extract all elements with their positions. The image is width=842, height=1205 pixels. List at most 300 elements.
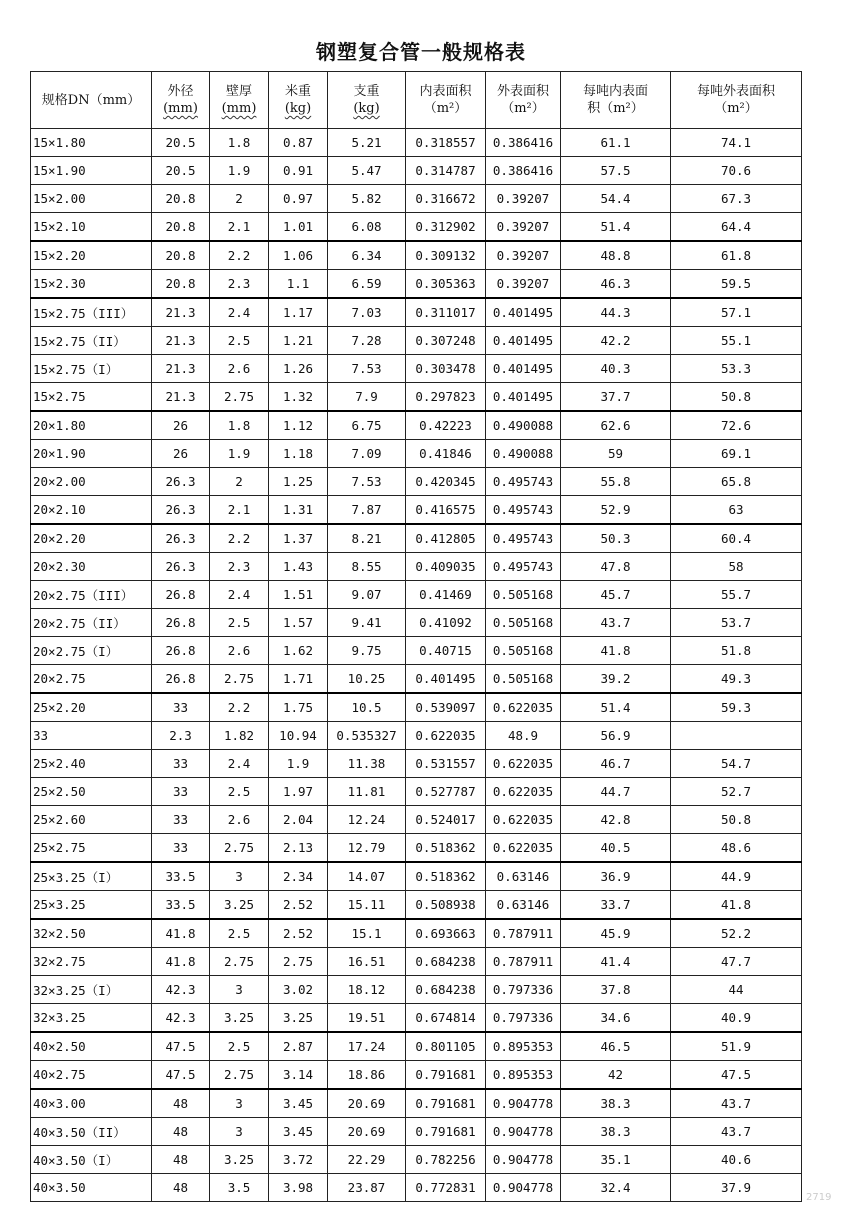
spec-cell: 40×2.75 [31,1061,152,1090]
table-row [31,241,802,270]
value-cell: 3 [210,976,269,1004]
value-cell: 0.693663 [406,919,486,948]
value-cell: 0.401495 [486,298,561,327]
value-cell: 41.4 [561,948,671,976]
value-cell: 26.3 [152,496,210,525]
value-cell: 48 [152,1089,210,1118]
spec-cell: 25×2.60 [31,806,152,834]
table-row [31,948,802,976]
value-cell: 0.490088 [486,440,561,468]
value-cell: 48.9 [486,722,561,750]
table-row [31,213,802,242]
spec-cell: 20×1.90 [31,440,152,468]
value-cell: 51.4 [561,693,671,722]
table-body [31,129,802,1202]
value-cell: 61.8 [671,241,802,270]
value-cell: 0.524017 [406,806,486,834]
value-cell: 11.38 [328,750,406,778]
table-row [31,1004,802,1033]
value-cell: 14.07 [328,862,406,891]
table-row [31,185,802,213]
value-cell: 2.75 [269,948,328,976]
value-cell: 0.539097 [406,693,486,722]
table-row [31,778,802,806]
value-cell: 0.316672 [406,185,486,213]
value-cell: 20.69 [328,1089,406,1118]
value-cell: 44.9 [671,862,802,891]
value-cell: 2.87 [269,1032,328,1061]
table-row [31,383,802,412]
value-cell: 53.3 [671,355,802,383]
value-cell: 0.97 [269,185,328,213]
value-cell: 0.409035 [406,553,486,581]
value-cell: 0.797336 [486,1004,561,1033]
value-cell: 2.4 [210,581,269,609]
value-cell: 26.3 [152,468,210,496]
value-cell: 39.2 [561,665,671,694]
value-cell: 57.1 [671,298,802,327]
value-cell: 0.904778 [486,1174,561,1202]
value-cell: 2.6 [210,637,269,665]
value-cell: 5.21 [328,129,406,157]
value-cell: 0.904778 [486,1118,561,1146]
value-cell: 0.495743 [486,524,561,553]
value-cell: 48 [152,1146,210,1174]
value-cell: 44 [671,976,802,1004]
table-row [31,298,802,327]
table-row [31,834,802,863]
value-cell: 37.8 [561,976,671,1004]
value-cell: 0.401495 [486,355,561,383]
value-cell: 1.06 [269,241,328,270]
value-cell: 0.63146 [486,891,561,920]
value-cell: 2.13 [269,834,328,863]
spec-cell: 15×1.80 [31,129,152,157]
value-cell: 2.5 [210,1032,269,1061]
value-cell: 33 [152,834,210,863]
spec-cell: 25×2.20 [31,693,152,722]
value-cell: 48.8 [561,241,671,270]
value-cell: 2 [210,185,269,213]
value-cell: 20.8 [152,241,210,270]
value-cell: 0.39207 [486,241,561,270]
table-row [31,693,802,722]
value-cell: 8.55 [328,553,406,581]
spec-cell: 25×2.75 [31,834,152,863]
value-cell: 6.34 [328,241,406,270]
value-cell: 44.7 [561,778,671,806]
value-cell: 18.86 [328,1061,406,1090]
value-cell: 20.5 [152,129,210,157]
value-cell: 1.25 [269,468,328,496]
spec-cell: 20×2.10 [31,496,152,525]
value-cell: 42.3 [152,976,210,1004]
page-title: 钢塑复合管一般规格表 [316,40,526,64]
header-outer-area-per-ton: 每吨外表面积 （m²） [671,72,802,129]
table-row [31,976,802,1004]
value-cell: 1.71 [269,665,328,694]
value-cell: 1.75 [269,693,328,722]
value-cell: 0.505168 [486,665,561,694]
value-cell: 2.1 [210,496,269,525]
value-cell: 44.3 [561,298,671,327]
value-cell: 0.91 [269,157,328,185]
value-cell: 54.4 [561,185,671,213]
value-cell: 10.5 [328,693,406,722]
value-cell: 0.622035 [486,750,561,778]
value-cell: 6.75 [328,411,406,440]
value-cell: 21.3 [152,298,210,327]
table-row [31,806,802,834]
value-cell: 59.5 [671,270,802,299]
value-cell: 72.6 [671,411,802,440]
spec-cell: 20×2.30 [31,553,152,581]
value-cell: 64.4 [671,213,802,242]
value-cell: 21.3 [152,355,210,383]
spec-cell: 32×2.75 [31,948,152,976]
table-row [31,524,802,553]
value-cell: 5.47 [328,157,406,185]
value-cell: 1.32 [269,383,328,412]
value-cell: 3.5 [210,1174,269,1202]
table-row [31,891,802,920]
value-cell: 10.94 [269,722,328,750]
value-cell: 26.8 [152,637,210,665]
value-cell: 3 [210,862,269,891]
value-cell: 3.25 [210,891,269,920]
value-cell: 45.7 [561,581,671,609]
spec-cell: 15×2.75（II） [31,327,152,355]
value-cell: 0.904778 [486,1089,561,1118]
value-cell: 17.24 [328,1032,406,1061]
spec-cell: 15×2.75（I） [31,355,152,383]
table-row [31,1174,802,1202]
value-cell: 52.2 [671,919,802,948]
value-cell: 0.782256 [406,1146,486,1174]
value-cell: 26 [152,411,210,440]
value-cell: 52.7 [671,778,802,806]
value-cell: 2.5 [210,919,269,948]
value-cell: 3.98 [269,1174,328,1202]
header-wall-thickness: 壁厚 (mm) [210,72,269,129]
spec-cell: 20×2.75（III） [31,581,152,609]
value-cell: 2.52 [269,919,328,948]
table-row [31,1118,802,1146]
table-row [31,1061,802,1090]
spec-cell: 40×2.50 [31,1032,152,1061]
value-cell: 2.5 [210,327,269,355]
value-cell: 59 [561,440,671,468]
value-cell: 47.5 [671,1061,802,1090]
value-cell: 15.11 [328,891,406,920]
value-cell: 0.41092 [406,609,486,637]
header-row [31,72,802,129]
value-cell: 0.518362 [406,862,486,891]
value-cell: 7.53 [328,355,406,383]
table-row [31,355,802,383]
value-cell: 0.684238 [406,976,486,1004]
value-cell: 2.34 [269,862,328,891]
spec-cell: 15×2.00 [31,185,152,213]
value-cell: 1.21 [269,327,328,355]
value-cell: 74.1 [671,129,802,157]
value-cell: 2.04 [269,806,328,834]
value-cell: 0.416575 [406,496,486,525]
value-cell: 50.8 [671,806,802,834]
value-cell: 20.5 [152,157,210,185]
spec-cell: 15×1.90 [31,157,152,185]
value-cell: 8.21 [328,524,406,553]
value-cell: 51.9 [671,1032,802,1061]
value-cell: 0.41469 [406,581,486,609]
value-cell: 0.490088 [486,411,561,440]
value-cell: 0.401495 [486,327,561,355]
value-cell: 0.684238 [406,948,486,976]
value-cell: 42.2 [561,327,671,355]
value-cell: 0.895353 [486,1061,561,1090]
value-cell: 1.31 [269,496,328,525]
table-row [31,722,802,750]
value-cell: 47.7 [671,948,802,976]
value-cell: 21.3 [152,327,210,355]
value-cell: 37.9 [671,1174,802,1202]
spec-table [30,71,802,1202]
spec-cell: 32×3.25 [31,1004,152,1033]
spec-cell: 40×3.50 [31,1174,152,1202]
table-row [31,468,802,496]
table-row [31,581,802,609]
value-cell: 0.797336 [486,976,561,1004]
value-cell: 38.3 [561,1118,671,1146]
value-cell: 0.787911 [486,948,561,976]
value-cell: 43.7 [671,1118,802,1146]
value-cell: 56.9 [561,722,671,750]
value-cell: 55.8 [561,468,671,496]
value-cell: 70.6 [671,157,802,185]
value-cell: 42.8 [561,806,671,834]
value-cell: 55.1 [671,327,802,355]
value-cell: 7.53 [328,468,406,496]
value-cell: 0.508938 [406,891,486,920]
value-cell: 1.43 [269,553,328,581]
value-cell: 54.7 [671,750,802,778]
value-cell: 6.08 [328,213,406,242]
table-row [31,270,802,299]
value-cell: 2.52 [269,891,328,920]
value-cell: 33.5 [152,891,210,920]
spec-cell: 25×2.50 [31,778,152,806]
value-cell: 0.401495 [486,383,561,412]
table-row [31,919,802,948]
value-cell: 0.505168 [486,581,561,609]
value-cell: 2.2 [210,241,269,270]
value-cell: 1.9 [269,750,328,778]
value-cell: 52.9 [561,496,671,525]
value-cell: 21.3 [152,383,210,412]
value-cell: 46.3 [561,270,671,299]
value-cell: 2.2 [210,693,269,722]
value-cell: 0.904778 [486,1146,561,1174]
header-outer-diameter: 外径 (mm) [152,72,210,129]
value-cell: 12.79 [328,834,406,863]
value-cell: 0.495743 [486,468,561,496]
spec-cell: 20×2.75 [31,665,152,694]
value-cell: 0.420345 [406,468,486,496]
value-cell: 51.4 [561,213,671,242]
value-cell: 59.3 [671,693,802,722]
value-cell: 0.622035 [486,693,561,722]
value-cell: 47.5 [152,1061,210,1090]
value-cell: 3.72 [269,1146,328,1174]
header-spec: 规格DN（mm） [31,72,152,129]
value-cell: 33 [152,778,210,806]
value-cell: 63 [671,496,802,525]
table-row [31,496,802,525]
value-cell: 40.3 [561,355,671,383]
value-cell: 7.03 [328,298,406,327]
table-row [31,327,802,355]
corner-mark: 2719 [806,1192,832,1203]
value-cell: 46.7 [561,750,671,778]
value-cell: 26.8 [152,581,210,609]
spec-cell: 25×2.40 [31,750,152,778]
value-cell: 62.6 [561,411,671,440]
value-cell: 20.8 [152,270,210,299]
value-cell: 2.6 [210,355,269,383]
value-cell: 1.9 [210,157,269,185]
header-inner-area-per-ton: 每吨内表面 积（m²） [561,72,671,129]
value-cell: 3.45 [269,1089,328,1118]
value-cell: 9.41 [328,609,406,637]
value-cell: 0.314787 [406,157,486,185]
value-cell: 0.495743 [486,496,561,525]
value-cell: 7.9 [328,383,406,412]
value-cell: 46.5 [561,1032,671,1061]
value-cell: 1.18 [269,440,328,468]
value-cell: 67.3 [671,185,802,213]
value-cell: 2.3 [152,722,210,750]
value-cell: 2.4 [210,298,269,327]
value-cell: 0.772831 [406,1174,486,1202]
value-cell: 3.02 [269,976,328,1004]
value-cell: 12.24 [328,806,406,834]
value-cell: 0.674814 [406,1004,486,1033]
value-cell: 60.4 [671,524,802,553]
value-cell: 49.3 [671,665,802,694]
value-cell: 0.622035 [486,834,561,863]
value-cell: 0.305363 [406,270,486,299]
value-cell: 41.8 [152,948,210,976]
value-cell: 34.6 [561,1004,671,1033]
value-cell: 26 [152,440,210,468]
value-cell: 11.81 [328,778,406,806]
table-row [31,1032,802,1061]
value-cell: 2.6 [210,806,269,834]
value-cell: 65.8 [671,468,802,496]
value-cell: 0.303478 [406,355,486,383]
value-cell: 57.5 [561,157,671,185]
value-cell: 0.495743 [486,553,561,581]
value-cell: 69.1 [671,440,802,468]
value-cell: 50.3 [561,524,671,553]
value-cell: 33 [152,750,210,778]
table-row [31,750,802,778]
value-cell: 23.87 [328,1174,406,1202]
value-cell: 61.1 [561,129,671,157]
spec-cell: 40×3.00 [31,1089,152,1118]
value-cell: 1.51 [269,581,328,609]
value-cell: 20.8 [152,213,210,242]
value-cell: 32.4 [561,1174,671,1202]
value-cell: 0.307248 [406,327,486,355]
value-cell: 2.1 [210,213,269,242]
value-cell: 0.401495 [406,665,486,694]
value-cell: 2.5 [210,609,269,637]
value-cell: 0.297823 [406,383,486,412]
value-cell: 2.5 [210,778,269,806]
value-cell: 0.791681 [406,1061,486,1090]
spec-cell: 15×2.20 [31,241,152,270]
value-cell: 2.75 [210,1061,269,1090]
header-outer-area: 外表面积 （m²） [486,72,561,129]
header-inner-area: 内表面积 （m²） [406,72,486,129]
value-cell: 40.6 [671,1146,802,1174]
value-cell: 45.9 [561,919,671,948]
value-cell: 0.309132 [406,241,486,270]
table-row [31,862,802,891]
value-cell: 1.62 [269,637,328,665]
value-cell: 1.97 [269,778,328,806]
value-cell: 1.17 [269,298,328,327]
value-cell: 0.39207 [486,213,561,242]
value-cell: 0.622035 [486,806,561,834]
value-cell: 40.5 [561,834,671,863]
value-cell: 9.75 [328,637,406,665]
value-cell: 1.1 [269,270,328,299]
spec-cell: 15×2.30 [31,270,152,299]
value-cell: 3.25 [210,1146,269,1174]
value-cell: 0.42223 [406,411,486,440]
value-cell: 0.787911 [486,919,561,948]
value-cell: 15.1 [328,919,406,948]
value-cell: 7.09 [328,440,406,468]
value-cell: 0.791681 [406,1089,486,1118]
table-row [31,609,802,637]
value-cell: 3.45 [269,1118,328,1146]
value-cell: 38.3 [561,1089,671,1118]
value-cell: 26.8 [152,665,210,694]
value-cell: 0.505168 [486,609,561,637]
value-cell: 53.7 [671,609,802,637]
value-cell: 3.14 [269,1061,328,1090]
value-cell: 58 [671,553,802,581]
value-cell: 51.8 [671,637,802,665]
value-cell: 0.895353 [486,1032,561,1061]
value-cell: 1.12 [269,411,328,440]
value-cell: 0.412805 [406,524,486,553]
value-cell: 3 [210,1089,269,1118]
value-cell: 19.51 [328,1004,406,1033]
spec-cell: 15×2.75（III） [31,298,152,327]
value-cell: 1.37 [269,524,328,553]
header-meter-weight: 米重 (kg) [269,72,328,129]
header-piece-weight: 支重 (kg) [328,72,406,129]
value-cell: 0.531557 [406,750,486,778]
value-cell: 41.8 [152,919,210,948]
value-cell: 43.7 [561,609,671,637]
value-cell: 3.25 [210,1004,269,1033]
value-cell: 41.8 [561,637,671,665]
